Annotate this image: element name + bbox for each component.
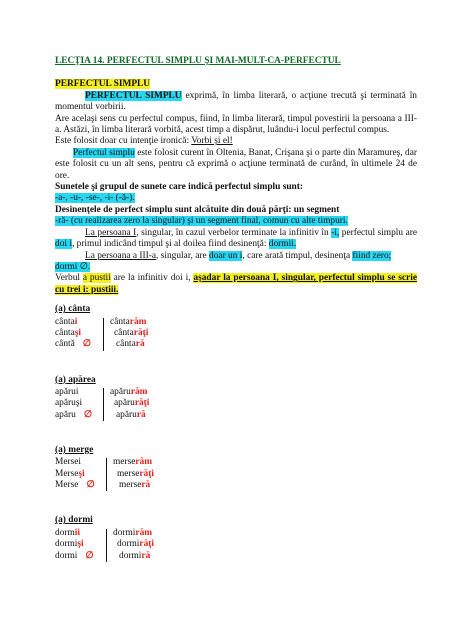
lesson-title: LECŢIA 14. PERFECTUL SIMPLU ŞI MAI-MULT-CA-PERFECTUL: [55, 56, 341, 66]
paragraph-sense: Are acelaşi sens cu perfectul compus, fiind, în limba literară, timpul povestirii la persoana a III-a. Astăzi, în limba literară vorbită, acest timp a dispărut, luându-i locul perfectul compus.: [55, 113, 417, 136]
null-ending-icon: ∅: [82, 339, 91, 350]
paragraph-pustii: Verbul a pustii are la infinitiv doi i, aşadar la persoana I, singular, perfectul simplu se scrie cu trei i: pustiii.: [55, 273, 417, 295]
paragraph-person-one: La persoana I, singular, în cazul verbelor terminate la infinitiv în -i, perfectul simplu are doi i, primul indicând timpul şi al doilea fiind desinenţă: dormii.: [55, 227, 418, 250]
plural-form: apărurăm: [110, 386, 148, 397]
verb-title: (a) dormi: [55, 515, 93, 526]
plural-form: dormirăţi: [117, 539, 154, 550]
plural-form: cântarăm: [110, 316, 147, 327]
singular-form: dormişi: [55, 539, 84, 550]
singular-form: cântă ∅: [55, 339, 91, 350]
paragraph-person-three: La persoana a III-a, singular, are doar un i, care arată timpul, desinenţa fiind zero;: [85, 250, 392, 261]
singular-form: Merse ∅: [55, 480, 95, 491]
conjugation-table: [55, 528, 417, 574]
singular-form: apăru ∅: [55, 409, 92, 420]
paragraph-sounds-list: -a-, -u-, -se-, -i- (-ă-).: [55, 193, 135, 204]
singular-form: dormii: [55, 527, 81, 538]
singular-form: apăruşi: [55, 398, 83, 409]
plural-form: merseră: [119, 480, 151, 491]
paragraph-definition: PERFECTUL SIMPLU exprimă, în limba literară, o acţiune trecută şi terminată în momentul vorbirii.: [55, 90, 417, 113]
plural-form: merserăm: [113, 457, 153, 468]
column-divider: [103, 318, 104, 351]
singular-form: apărui: [55, 386, 79, 397]
null-ending-icon: ∅: [85, 550, 94, 561]
plural-form: apărurăţi: [114, 398, 150, 409]
paragraph-example-dormi: dormi ∅.: [55, 261, 91, 272]
singular-form: dormi ∅: [55, 550, 94, 561]
null-ending-icon: ∅: [83, 409, 92, 420]
conjugation-table: [55, 457, 417, 503]
conjugation-table: [55, 317, 417, 363]
paragraph-ironic: Este folosit doar cu intenţie ironică: Vorbi şi el!: [55, 136, 233, 147]
plural-form: merserăţi: [117, 468, 154, 479]
verb-title: (a) apărea: [55, 374, 96, 385]
paragraph-regions: Perfectul simplu este folosit curent în Oltenia, Banat, Crişana şi o parte din Maramureş, dar este folosit cu un alt sens, pentru că exprimă o acţiune terminată de curând, în ultimele 24 de ore.: [55, 147, 417, 181]
conjugation-tables: [55, 304, 417, 574]
paragraph-sounds: Sunetele şi grupul de sunete care indică perfectul simplu sunt:: [55, 182, 304, 193]
column-divider: [103, 388, 104, 421]
null-ending-icon: ∅: [86, 480, 95, 491]
plural-form: dormiră: [119, 550, 151, 561]
plural-form: dormirăm: [113, 527, 153, 538]
singular-form: cântaşi: [55, 327, 82, 338]
section-heading: PERFECTUL SIMPLU: [55, 79, 151, 90]
plural-form: cântarăţi: [114, 327, 149, 338]
singular-form: Mersei: [55, 457, 82, 468]
paragraph-endings: Desinenţele de perfect simplu sunt alcătuite din două părţi: un segment: [55, 204, 340, 215]
plural-form: cântară: [116, 339, 145, 350]
singular-form: cântai: [55, 316, 78, 327]
plural-form: apărură: [116, 409, 146, 420]
conjugation-table: [55, 387, 417, 433]
column-divider: [106, 458, 107, 491]
verb-title: (a) cânta: [55, 304, 91, 315]
lesson-content: [55, 56, 417, 574]
singular-form: Merseşi: [55, 468, 85, 479]
verb-title: (a) merge: [55, 444, 94, 455]
column-divider: [106, 529, 107, 562]
paragraph-endings-cont: -ră- (cu realizarea zero la singular) şi un segment final, comun cu alte timpuri.: [55, 216, 348, 227]
